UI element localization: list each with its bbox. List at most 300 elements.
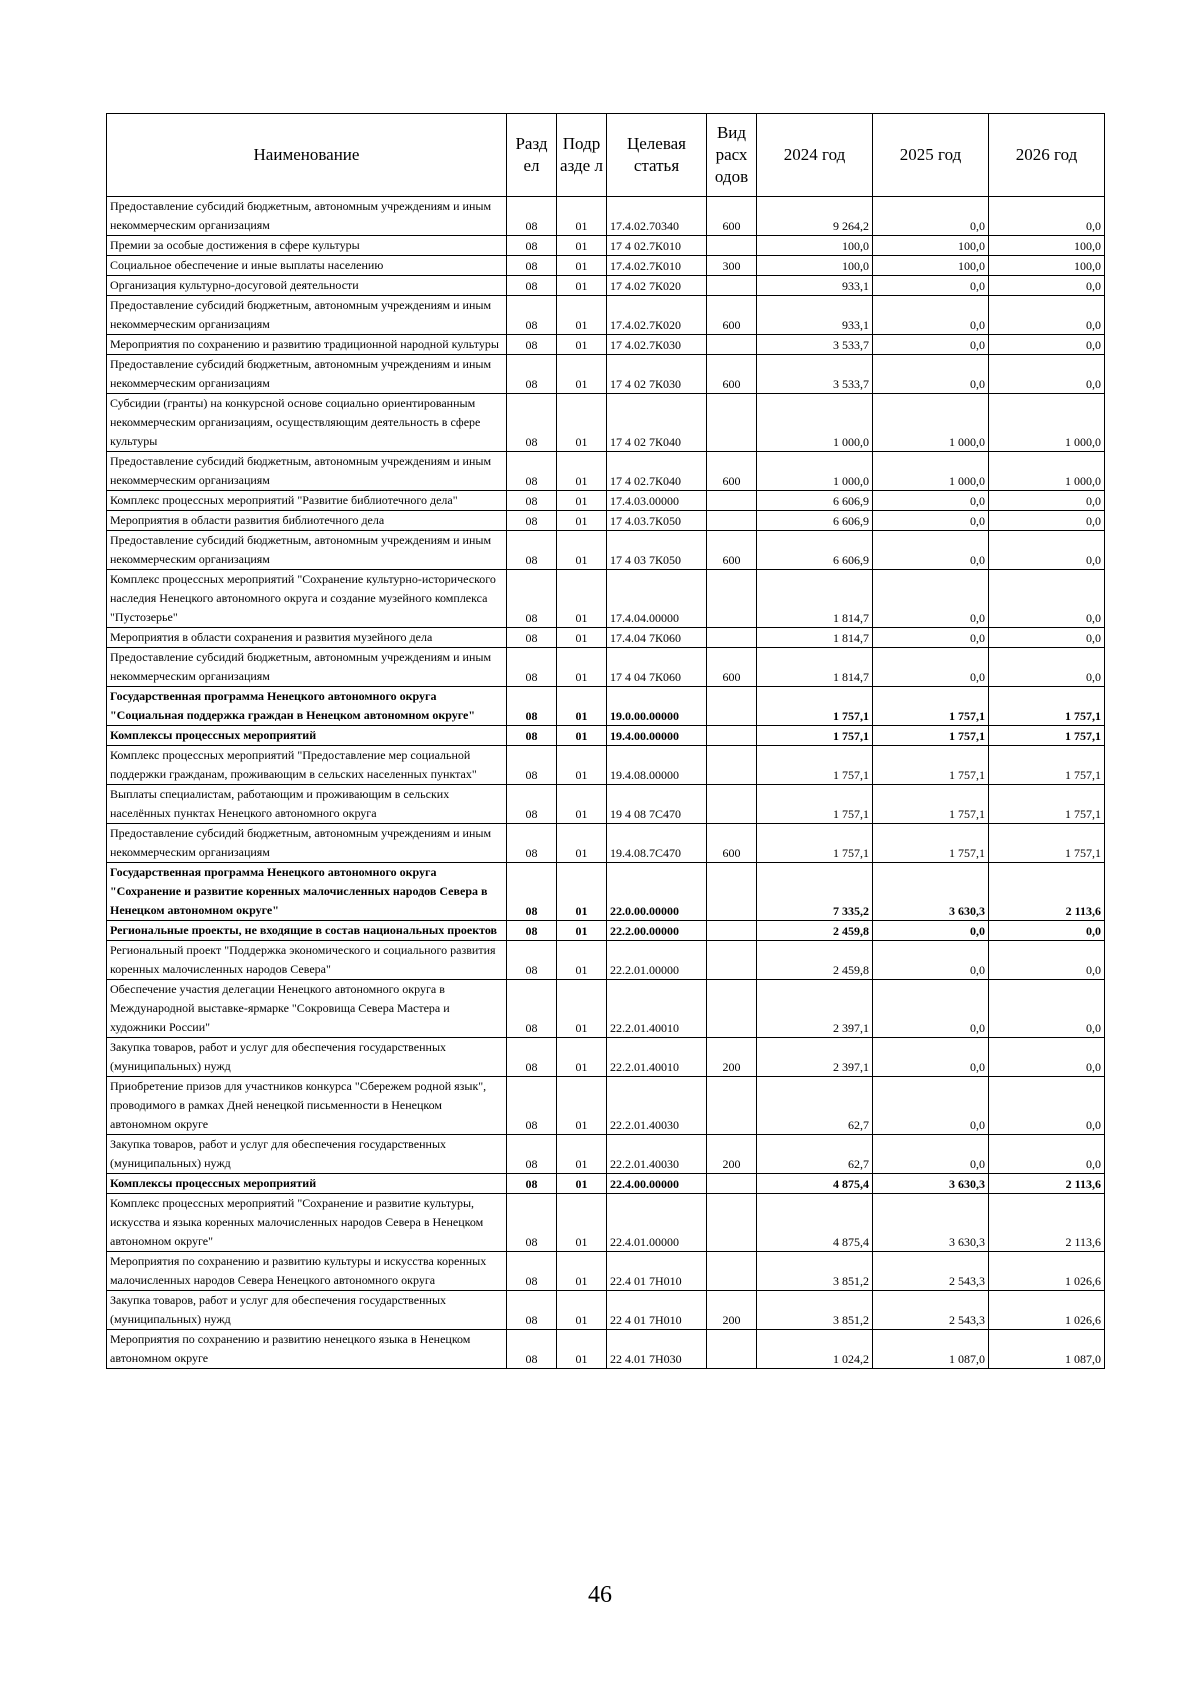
cell-razdel: 08: [507, 491, 557, 511]
cell-2026: 0,0: [989, 570, 1105, 628]
cell-2025: 0,0: [873, 276, 989, 296]
cell-razdel: 08: [507, 511, 557, 531]
cell-razdel: 08: [507, 863, 557, 921]
table-row: [107, 1194, 1105, 1252]
cell-2024: 3 851,2: [757, 1291, 873, 1330]
cell-expense-type: [707, 1252, 757, 1291]
cell-target-article: 22.2.01.40010: [607, 1038, 707, 1077]
table-row: [107, 452, 1105, 491]
cell-expense-type: 200: [707, 1135, 757, 1174]
cell-name: Закупка товаров, работ и услуг для обеспечения государственных (муниципальных) нужд: [107, 1291, 507, 1330]
table-row: [107, 648, 1105, 687]
header-target-article: Целевая статья: [607, 114, 707, 197]
cell-podrazdel: 01: [557, 785, 607, 824]
cell-2024: 100,0: [757, 256, 873, 276]
table-row: [107, 1291, 1105, 1330]
cell-2026: 1 000,0: [989, 394, 1105, 452]
cell-2024: 6 606,9: [757, 511, 873, 531]
cell-razdel: 08: [507, 628, 557, 648]
cell-2026: 1 757,1: [989, 785, 1105, 824]
cell-2025: 100,0: [873, 256, 989, 276]
cell-name: Социальное обеспечение и иные выплаты населению: [107, 256, 507, 276]
cell-razdel: 08: [507, 394, 557, 452]
cell-2024: 1 757,1: [757, 687, 873, 726]
cell-2025: 0,0: [873, 335, 989, 355]
header-name: Наименование: [107, 114, 507, 197]
cell-name: Государственная программа Ненецкого автономного округа "Социальная поддержка граждан в Ненецком автономном округе": [107, 687, 507, 726]
cell-expense-type: 200: [707, 1291, 757, 1330]
cell-name: Комплексы процессных мероприятий: [107, 726, 507, 746]
table-header: [107, 114, 1105, 197]
cell-name: Государственная программа Ненецкого автономного округа "Сохранение и развитие коренных малочисленных народов Севера в Ненецком автономном округе": [107, 863, 507, 921]
cell-2024: 1 000,0: [757, 452, 873, 491]
cell-razdel: 08: [507, 1038, 557, 1077]
table-row: [107, 824, 1105, 863]
cell-name: Приобретение призов для участников конкурса "Сбережем родной язык", проводимого в рамках Дней ненецкой письменности в Ненецком автономном округе: [107, 1077, 507, 1135]
cell-2025: 1 757,1: [873, 687, 989, 726]
cell-2026: 1 757,1: [989, 746, 1105, 785]
cell-target-article: 22.0.00.00000: [607, 863, 707, 921]
cell-name: Комплекс процессных мероприятий "Предоставление мер социальной поддержки гражданам, проживающим в сельских населенных пунктах": [107, 746, 507, 785]
cell-podrazdel: 01: [557, 746, 607, 785]
cell-target-article: 22.2.01.00000: [607, 941, 707, 980]
cell-target-article: 22 4.01 7Н030: [607, 1330, 707, 1369]
cell-expense-type: 600: [707, 355, 757, 394]
cell-2025: 3 630,3: [873, 863, 989, 921]
cell-2026: 0,0: [989, 1038, 1105, 1077]
table-row: [107, 236, 1105, 256]
cell-2025: 0,0: [873, 531, 989, 570]
header-expense-type: Вид расх одов: [707, 114, 757, 197]
cell-2026: 0,0: [989, 531, 1105, 570]
cell-2024: 3 851,2: [757, 1252, 873, 1291]
cell-2026: 1 087,0: [989, 1330, 1105, 1369]
cell-podrazdel: 01: [557, 296, 607, 335]
cell-razdel: 08: [507, 1291, 557, 1330]
cell-name: Предоставление субсидий бюджетным, автономным учреждениям и иным некоммерческим организациям: [107, 197, 507, 236]
table-row: [107, 863, 1105, 921]
table-row: [107, 570, 1105, 628]
cell-2024: 62,7: [757, 1077, 873, 1135]
cell-podrazdel: 01: [557, 236, 607, 256]
cell-expense-type: [707, 335, 757, 355]
cell-target-article: 17.4.02.7К010: [607, 256, 707, 276]
cell-name: Обеспечение участия делегации Ненецкого автономного округа в Международной выставке-ярмарке "Сокровища Севера Мастера и художники России": [107, 980, 507, 1038]
cell-expense-type: 600: [707, 531, 757, 570]
cell-2026: 0,0: [989, 197, 1105, 236]
cell-name: Предоставление субсидий бюджетным, автономным учреждениям и иным некоммерческим организациям: [107, 531, 507, 570]
cell-expense-type: [707, 491, 757, 511]
cell-2026: 0,0: [989, 335, 1105, 355]
cell-name: Комплекс процессных мероприятий "Сохранение и развитие культуры, искусства и языка коренных малочисленных народов Севера в Ненецком автономном округе": [107, 1194, 507, 1252]
table-row: [107, 785, 1105, 824]
cell-name: Региональные проекты, не входящие в состав национальных проектов: [107, 921, 507, 941]
cell-target-article: 22.2.01.40010: [607, 980, 707, 1038]
cell-2025: 1 087,0: [873, 1330, 989, 1369]
cell-2024: 1 757,1: [757, 746, 873, 785]
cell-name: Организация культурно-досуговой деятельности: [107, 276, 507, 296]
cell-2024: 2 397,1: [757, 1038, 873, 1077]
cell-name: Субсидии (гранты) на конкурсной основе социально ориентированным некоммерческим организациям, осуществляющим деятельность в сфере культуры: [107, 394, 507, 452]
cell-2025: 0,0: [873, 296, 989, 335]
header-razdel: Разд ел: [507, 114, 557, 197]
cell-podrazdel: 01: [557, 687, 607, 726]
cell-name: Закупка товаров, работ и услуг для обеспечения государственных (муниципальных) нужд: [107, 1135, 507, 1174]
cell-name: Комплекс процессных мероприятий "Сохранение культурно-исторического наследия Ненецкого автономного округа и создание музейного комплекса "Пустозерье": [107, 570, 507, 628]
cell-razdel: 08: [507, 335, 557, 355]
table-row: [107, 531, 1105, 570]
cell-2024: 1 000,0: [757, 394, 873, 452]
cell-razdel: 08: [507, 1194, 557, 1252]
cell-podrazdel: 01: [557, 1252, 607, 1291]
cell-expense-type: 600: [707, 452, 757, 491]
cell-podrazdel: 01: [557, 941, 607, 980]
cell-target-article: 17 4 02 7К030: [607, 355, 707, 394]
cell-target-article: 17 4 02.7К040: [607, 452, 707, 491]
table-row: [107, 746, 1105, 785]
cell-2025: 0,0: [873, 1077, 989, 1135]
table-row: [107, 1038, 1105, 1077]
table-row: [107, 921, 1105, 941]
cell-2026: 0,0: [989, 1077, 1105, 1135]
cell-2025: 0,0: [873, 491, 989, 511]
cell-podrazdel: 01: [557, 1330, 607, 1369]
table-row: [107, 1252, 1105, 1291]
cell-2026: 2 113,6: [989, 1194, 1105, 1252]
table-row: [107, 335, 1105, 355]
cell-2024: 6 606,9: [757, 531, 873, 570]
cell-target-article: 17.4.03.00000: [607, 491, 707, 511]
cell-razdel: 08: [507, 687, 557, 726]
cell-target-article: 22.2.01.40030: [607, 1135, 707, 1174]
cell-razdel: 08: [507, 648, 557, 687]
cell-expense-type: [707, 726, 757, 746]
cell-target-article: 22.4.00.00000: [607, 1174, 707, 1194]
cell-razdel: 08: [507, 785, 557, 824]
cell-target-article: 19 4 08 7С470: [607, 785, 707, 824]
cell-name: Закупка товаров, работ и услуг для обеспечения государственных (муниципальных) нужд: [107, 1038, 507, 1077]
cell-2024: 9 264,2: [757, 197, 873, 236]
cell-target-article: 22.2.00.00000: [607, 921, 707, 941]
cell-podrazdel: 01: [557, 335, 607, 355]
table-row: [107, 197, 1105, 236]
cell-2025: 0,0: [873, 941, 989, 980]
cell-expense-type: 600: [707, 648, 757, 687]
cell-2025: 1 000,0: [873, 452, 989, 491]
cell-target-article: 22.2.01.40030: [607, 1077, 707, 1135]
cell-2026: 100,0: [989, 236, 1105, 256]
cell-name: Выплаты специалистам, работающим и проживающим в сельских населённых пунктах Ненецкого автономного округа: [107, 785, 507, 824]
cell-podrazdel: 01: [557, 197, 607, 236]
cell-2025: 0,0: [873, 1038, 989, 1077]
cell-2025: 1 757,1: [873, 824, 989, 863]
cell-2024: 1 757,1: [757, 726, 873, 746]
budget-table: [106, 113, 1105, 1369]
cell-2024: 2 459,8: [757, 921, 873, 941]
cell-2026: 1 026,6: [989, 1252, 1105, 1291]
cell-razdel: 08: [507, 1330, 557, 1369]
cell-2026: 1 757,1: [989, 824, 1105, 863]
cell-expense-type: [707, 921, 757, 941]
cell-expense-type: [707, 1174, 757, 1194]
cell-razdel: 08: [507, 980, 557, 1038]
cell-target-article: 17 4 04 7К060: [607, 648, 707, 687]
cell-2025: 0,0: [873, 511, 989, 531]
cell-target-article: 19.4.08.00000: [607, 746, 707, 785]
cell-podrazdel: 01: [557, 394, 607, 452]
cell-2026: 1 757,1: [989, 726, 1105, 746]
cell-podrazdel: 01: [557, 1135, 607, 1174]
table-row: [107, 726, 1105, 746]
cell-razdel: 08: [507, 746, 557, 785]
cell-2025: 0,0: [873, 980, 989, 1038]
cell-target-article: 22 4 01 7Н010: [607, 1291, 707, 1330]
cell-2024: 2 459,8: [757, 941, 873, 980]
cell-2025: 2 543,3: [873, 1291, 989, 1330]
cell-podrazdel: 01: [557, 628, 607, 648]
cell-2025: 100,0: [873, 236, 989, 256]
cell-2026: 0,0: [989, 511, 1105, 531]
cell-2025: 0,0: [873, 197, 989, 236]
cell-expense-type: [707, 236, 757, 256]
cell-2024: 3 533,7: [757, 335, 873, 355]
table-row: [107, 355, 1105, 394]
cell-podrazdel: 01: [557, 491, 607, 511]
cell-2024: 7 335,2: [757, 863, 873, 921]
cell-razdel: 08: [507, 236, 557, 256]
cell-razdel: 08: [507, 1252, 557, 1291]
cell-podrazdel: 01: [557, 863, 607, 921]
cell-expense-type: [707, 1330, 757, 1369]
table-row: [107, 511, 1105, 531]
cell-2025: 0,0: [873, 628, 989, 648]
cell-expense-type: 600: [707, 197, 757, 236]
cell-razdel: 08: [507, 276, 557, 296]
cell-target-article: 19.4.00.00000: [607, 726, 707, 746]
table-row: [107, 296, 1105, 335]
cell-expense-type: 300: [707, 256, 757, 276]
cell-target-article: 19.4.08.7С470: [607, 824, 707, 863]
cell-podrazdel: 01: [557, 1194, 607, 1252]
table-row: [107, 276, 1105, 296]
cell-2024: 3 533,7: [757, 355, 873, 394]
cell-razdel: 08: [507, 1135, 557, 1174]
cell-2025: 0,0: [873, 1135, 989, 1174]
cell-2025: 1 757,1: [873, 746, 989, 785]
cell-razdel: 08: [507, 531, 557, 570]
cell-2024: 2 397,1: [757, 980, 873, 1038]
cell-podrazdel: 01: [557, 824, 607, 863]
cell-expense-type: [707, 570, 757, 628]
cell-podrazdel: 01: [557, 726, 607, 746]
cell-2026: 100,0: [989, 256, 1105, 276]
table-row: [107, 941, 1105, 980]
cell-razdel: 08: [507, 726, 557, 746]
cell-razdel: 08: [507, 296, 557, 335]
cell-expense-type: [707, 628, 757, 648]
cell-name: Мероприятия в области развития библиотечного дела: [107, 511, 507, 531]
table-row: [107, 1330, 1105, 1369]
cell-2026: 0,0: [989, 941, 1105, 980]
cell-2024: 1 757,1: [757, 785, 873, 824]
cell-2024: 100,0: [757, 236, 873, 256]
cell-podrazdel: 01: [557, 648, 607, 687]
cell-2024: 1 814,7: [757, 628, 873, 648]
table-row: [107, 256, 1105, 276]
cell-2024: 933,1: [757, 276, 873, 296]
header-2024: 2024 год: [757, 114, 873, 197]
cell-podrazdel: 01: [557, 1174, 607, 1194]
cell-name: Комплекс процессных мероприятий "Развитие библиотечного дела": [107, 491, 507, 511]
cell-podrazdel: 01: [557, 276, 607, 296]
cell-name: Предоставление субсидий бюджетным, автономным учреждениям и иным некоммерческим организациям: [107, 824, 507, 863]
cell-2024: 1 814,7: [757, 648, 873, 687]
table-row: [107, 980, 1105, 1038]
cell-target-article: 17 4 02 7К040: [607, 394, 707, 452]
cell-razdel: 08: [507, 1174, 557, 1194]
cell-2026: 0,0: [989, 980, 1105, 1038]
cell-2025: 0,0: [873, 921, 989, 941]
cell-target-article: 17.4.04.00000: [607, 570, 707, 628]
cell-expense-type: [707, 394, 757, 452]
header-2026: 2026 год: [989, 114, 1105, 197]
cell-expense-type: [707, 1194, 757, 1252]
cell-target-article: 17 4 03 7К050: [607, 531, 707, 570]
cell-2026: 0,0: [989, 1135, 1105, 1174]
cell-name: Мероприятия в области сохранения и развития музейного дела: [107, 628, 507, 648]
cell-name: Премии за особые достижения в сфере культуры: [107, 236, 507, 256]
cell-expense-type: [707, 511, 757, 531]
cell-razdel: 08: [507, 355, 557, 394]
cell-podrazdel: 01: [557, 511, 607, 531]
cell-2025: 1 000,0: [873, 394, 989, 452]
cell-podrazdel: 01: [557, 355, 607, 394]
cell-expense-type: 200: [707, 1038, 757, 1077]
cell-expense-type: [707, 863, 757, 921]
cell-razdel: 08: [507, 256, 557, 276]
cell-2026: 1 026,6: [989, 1291, 1105, 1330]
cell-expense-type: [707, 980, 757, 1038]
cell-name: Предоставление субсидий бюджетным, автономным учреждениям и иным некоммерческим организациям: [107, 355, 507, 394]
cell-podrazdel: 01: [557, 570, 607, 628]
cell-2026: 0,0: [989, 628, 1105, 648]
table-row: [107, 1174, 1105, 1194]
cell-2024: 4 875,4: [757, 1194, 873, 1252]
cell-name: Комплексы процессных мероприятий: [107, 1174, 507, 1194]
table-row: [107, 687, 1105, 726]
cell-razdel: 08: [507, 452, 557, 491]
table-row: [107, 491, 1105, 511]
table-row: [107, 394, 1105, 452]
cell-name: Мероприятия по сохранению и развитию культуры и искусства коренных малочисленных народов Севера Ненецкого автономного округа: [107, 1252, 507, 1291]
cell-expense-type: [707, 1077, 757, 1135]
cell-2026: 0,0: [989, 276, 1105, 296]
cell-2025: 2 543,3: [873, 1252, 989, 1291]
cell-2025: 3 630,3: [873, 1194, 989, 1252]
cell-expense-type: [707, 746, 757, 785]
cell-podrazdel: 01: [557, 452, 607, 491]
table-row: [107, 628, 1105, 648]
cell-2026: 1 757,1: [989, 687, 1105, 726]
cell-expense-type: 600: [707, 296, 757, 335]
cell-target-article: 17 4.02 7К020: [607, 276, 707, 296]
cell-2026: 0,0: [989, 491, 1105, 511]
page-number: 46: [588, 1582, 612, 1608]
cell-name: Предоставление субсидий бюджетным, автономным учреждениям и иным некоммерческим организациям: [107, 648, 507, 687]
cell-target-article: 22.4.01.00000: [607, 1194, 707, 1252]
cell-2024: 6 606,9: [757, 491, 873, 511]
cell-podrazdel: 01: [557, 1291, 607, 1330]
cell-expense-type: [707, 276, 757, 296]
cell-name: Региональный проект "Поддержка экономического и социального развития коренных малочисленных народов Севера": [107, 941, 507, 980]
table-row: [107, 1077, 1105, 1135]
cell-2024: 1 757,1: [757, 824, 873, 863]
cell-podrazdel: 01: [557, 256, 607, 276]
cell-2026: 2 113,6: [989, 1174, 1105, 1194]
cell-target-article: 19.0.00.00000: [607, 687, 707, 726]
cell-expense-type: 600: [707, 824, 757, 863]
cell-razdel: 08: [507, 570, 557, 628]
cell-razdel: 08: [507, 824, 557, 863]
cell-razdel: 08: [507, 921, 557, 941]
cell-2025: 0,0: [873, 355, 989, 394]
cell-target-article: 17.4.02.7К020: [607, 296, 707, 335]
cell-podrazdel: 01: [557, 531, 607, 570]
cell-2024: 4 875,4: [757, 1174, 873, 1194]
cell-podrazdel: 01: [557, 980, 607, 1038]
cell-target-article: 17 4.02.7К030: [607, 335, 707, 355]
cell-2026: 0,0: [989, 355, 1105, 394]
cell-name: Мероприятия по сохранению и развитию традиционной народной культуры: [107, 335, 507, 355]
cell-2025: 0,0: [873, 570, 989, 628]
cell-name: Предоставление субсидий бюджетным, автономным учреждениям и иным некоммерческим организациям: [107, 452, 507, 491]
cell-target-article: 17 4.03.7К050: [607, 511, 707, 531]
cell-2026: 0,0: [989, 296, 1105, 335]
cell-podrazdel: 01: [557, 1038, 607, 1077]
cell-2024: 1 814,7: [757, 570, 873, 628]
cell-2025: 3 630,3: [873, 1174, 989, 1194]
header-podrazdel: Подр азде л: [557, 114, 607, 197]
budget-document: [106, 113, 1104, 1369]
cell-expense-type: [707, 785, 757, 824]
cell-target-article: 22.4 01 7Н010: [607, 1252, 707, 1291]
cell-razdel: 08: [507, 1077, 557, 1135]
cell-2024: 933,1: [757, 296, 873, 335]
cell-2026: 1 000,0: [989, 452, 1105, 491]
cell-target-article: 17 4 02.7К010: [607, 236, 707, 256]
cell-expense-type: [707, 687, 757, 726]
cell-name: Предоставление субсидий бюджетным, автономным учреждениям и иным некоммерческим организациям: [107, 296, 507, 335]
cell-2026: 2 113,6: [989, 863, 1105, 921]
cell-2026: 0,0: [989, 921, 1105, 941]
cell-2026: 0,0: [989, 648, 1105, 687]
cell-razdel: 08: [507, 941, 557, 980]
header-2025: 2025 год: [873, 114, 989, 197]
cell-name: Мероприятия по сохранению и развитию ненецкого языка в Ненецком автономном округе: [107, 1330, 507, 1369]
cell-2024: 1 024,2: [757, 1330, 873, 1369]
cell-2025: 0,0: [873, 648, 989, 687]
cell-2025: 1 757,1: [873, 785, 989, 824]
cell-target-article: 17.4.02.70340: [607, 197, 707, 236]
table-body: [107, 197, 1105, 1369]
cell-2025: 1 757,1: [873, 726, 989, 746]
cell-razdel: 08: [507, 197, 557, 236]
cell-podrazdel: 01: [557, 921, 607, 941]
cell-2024: 62,7: [757, 1135, 873, 1174]
cell-podrazdel: 01: [557, 1077, 607, 1135]
table-row: [107, 1135, 1105, 1174]
cell-expense-type: [707, 941, 757, 980]
